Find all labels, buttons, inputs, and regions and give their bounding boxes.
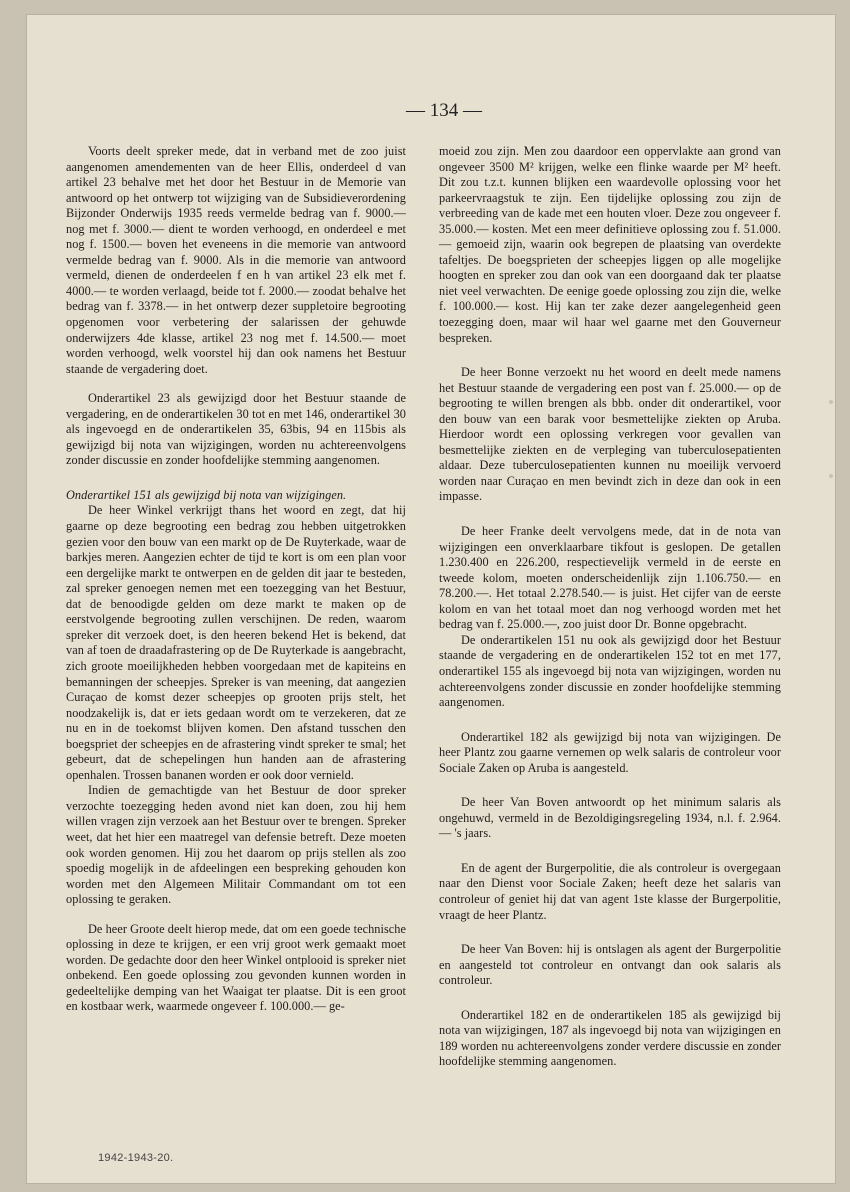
right-column (439, 144, 781, 1084)
paragraph: De heer Bonne verzoekt nu het woord en deelt mede namens het Bestuur staande de vergadering een post van f. 25.000.— op de begrooting te willen brengen als bbb. onder dit onderartikel, voor den bouw van een barak voor besmettelijke ziekten op Aruba. Hierdoor wordt een oplossing verkregen voor gevallen van besmettelijke ziekten en de verpleging van tuberculosepatienten aldaar. Deze tuberculosepatienten kunnen nu moeilijk vervoerd worden naar Curaçao en men bevindt zich in deze dan ook in een impasse. (439, 365, 781, 504)
paragraph: De heer Franke deelt vervolgens mede, dat in de nota van wijzigingen een onverklaarbare tikfout is geslopen. De getallen 1.230.400 en 226.200, respectievelijk vermeld in de eerste en tweede kolom, moeten onderscheidenlijk zijn 1.106.750.— en 78.200.—. Het totaal 2.278.540.— is juist. Het cijfer van de eerste kolom en van het totaal moet dan nog verhoogd worden met het bedrag van f. 25.000.—, zoo juist door Dr. Bonne opgebracht. (439, 524, 781, 632)
archive-footer-label: 1942-1943-20. (98, 1152, 174, 1164)
paragraph: Indien de gemachtigde van het Bestuur de door spreker verzochte toezegging heden avond niet kan doen, zou hij hem willen vragen zijn verzoek aan het Bestuur over te brengen. Spreker weet, dat het hier een maatregel van defensie betreft. Deze moeten ook worden genomen. Hij zou het daarom op prijs stellen als zoo spoedig mogelijk in de afdeelingen een bespreking gehouden kon worden met den Algemeen Militair Commandant om tot een oplossing te geraken. (66, 783, 406, 907)
paragraph: De heer Winkel verkrijgt thans het woord en zegt, dat hij gaarne op deze begrooting een bedrag zou hebben uitgetrokken gezien voor den bouw van een markt op de De Ruyterkade, waar de barkjes meren. Aangezien echter de tijd te kort is om een plan voor een dergelijke markt te ontwerpen en de gelden dit jaar te besteden, zal spreker genoegen nemen met een toezegging van het Bestuur, dat de benoodigde gelden om deze markt te maken op de eerstvolgende begrooting zullen verschijnen. De reden, waarom spreker dit verzoek doet, is den heeren bekend Het is bekend, dat van af toen de draadafrastering op de De Ruyterkade is aangebracht, zich groote moeilijkheden hebben voorgedaan met de kapiteins en bemanningen der scheepjes. Spreker is van meening, dat aangezien Curaçao de komst dezer scheepjes op grooten prijs stelt, het noodzakelijk is, dat er iets gedaan wordt om te verzekeren, dat ze nu en in de toekomst blijven komen. Den afstand tusschen den boegspriet der scheepjes en de afrastering vindt spreker te smal; het gebeurt, dat de schepelingen hun handen aan de afrastering openhalen. Trossen bananen worden er ook door vernield. (66, 503, 406, 782)
paragraph: moeid zou zijn. Men zou daardoor een oppervlakte aan grond van ongeveer 3500 M² krijgen, welke een flinke waarde per M² heeft. Dit zou t.z.t. kunnen blijken een waardevolle oplossing voor het parkeervraagstuk te zijn. Een tijdelijke oplossing zou zijn de verbreeding van de kade met een houten vloer. Deze zou ongeveer f. 35.000.— kosten. Met een meer definitieve oplossing zou f. 51.000.— gemoeid zijn, waarin ook begrepen de plaatsing van overdekte tafeltjes. De boegsprieten der scheepjes liggen op alle mogelijke hoogten en spreker zou dan ook van een doorgaand dak ter plaatse niet veel verwachten. De eenige goede oplossing zou zijn die, welke f. 100.000.— kost. Hij kan ter zake dezer aangelegenheid geen toezegging doen, maar wil haar wel gaarne met den Gouverneur bespreken. (439, 144, 781, 345)
punch-mark (829, 400, 833, 404)
page-number: — 134 — (406, 100, 482, 121)
paragraph: Onderartikel 182 als gewijzigd bij nota van wijzigingen. De heer Plantz zou gaarne vernemen op welk salaris de controleur voor Sociale Zaken op Aruba is aangesteld. (439, 729, 781, 775)
left-column (66, 144, 406, 1029)
paragraph: De heer Van Boven antwoordt op het minimum salaris als ongehuwd, vermeld in de Bezoldigingsregeling 1934, n.l. f. 2.964.— 's jaars. (439, 795, 781, 841)
paragraph: De heer Van Boven: hij is ontslagen als agent der Burgerpolitie en aangesteld tot controleur en ontvangt dan ook salaris als controleur. (439, 942, 781, 988)
paragraph: En de agent der Burgerpolitie, die als controleur is overgegaan naar den Dienst voor Sociale Zaken; heeft deze het salaris van controleur of geniet hij dat van agent 1ste klasse der Burgerpolitie, vraagt de heer Plantz. (439, 860, 781, 922)
paragraph: Onderartikel 23 als gewijzigd door het Bestuur staande de vergadering, en de onderartikelen 30 tot en met 146, onderartikel 30 als ingevoegd en de onderartikelen 35, 63bis, 94 en 115bis als gewijzigd bij nota van wijzigingen, worden nu achtereenvolgens zonder discussie en zonder hoofdelijke stemming aangenomen. (66, 391, 406, 468)
section-heading: Onderartikel 151 als gewijzigd bij nota van wijzigingen. (66, 487, 347, 502)
paragraph: Voorts deelt spreker mede, dat in verband met de zoo juist aangenomen amendementen van de heer Ellis, onderdeel d van artikel 23 behalve met het door het Bestuur in de Memorie van antwoord op het ontwerp tot wijziging van de Subsidieverordening Bijzonder Onderwijs 1935 reeds vermelde bedrag van f. 9000.— nog met f. 3000.— dient te worden verhoogd, en onderdeel e met nog f. 1500.— boven het eveneens in die memorie van antwoord vermelde bedrag van f. 9000. Als in die memorie van antwoord vermeld, dienen de onderdeelen f en h van artikel 23 elk met f. 4000.— te worden verlaagd, beide tot f. 2000.— zoodat behalve het bedrag van f. 3378.— in het ontwerp dezer suppletoire begrooting opgenomen voor verbetering der salarissen der gehuwde onderwijzers 4de klasse, artikel 23 nog met f. 14.500.— moet worden verhoogd, welk voorstel hij dan ook namens het Bestuur staande de vergadering doet. (66, 144, 406, 376)
paragraph: De onderartikelen 151 nu ook als gewijzigd door het Bestuur staande de vergadering en de onderartikelen 152 tot en met 177, onderartikel 155 als ingevoegd bij nota van wijzigingen, worden nu achtereenvolgens zonder discussie en zonder hoofdelijke stemming aangenomen. (439, 632, 781, 710)
punch-mark (829, 474, 833, 478)
paragraph: De heer Groote deelt hierop mede, dat om een goede technische oplossing in deze te krijgen, er een vrij groot werk gemaakt moet worden. De gedachte door den heer Winkel ontplooid is spreker niet onbekend. Een goede oplossing zou gevonden kunnen worden in gedeeltelijke demping van het Waaigat ter plaatse. Dit is een groot en kostbaar werk, waarmede ongeveer f. 100.000.— ge- (66, 921, 406, 1014)
document-page (26, 14, 836, 1184)
paragraph: Onderartikel 182 en de onderartikelen 185 als gewijzigd bij nota van wijzigingen, 187 als ingevoegd bij nota van wijzigingen en 189 worden nu achtereenvolgens zonder verdere discussie en zonder hoofdelijke stemming aangenomen. (439, 1007, 781, 1069)
